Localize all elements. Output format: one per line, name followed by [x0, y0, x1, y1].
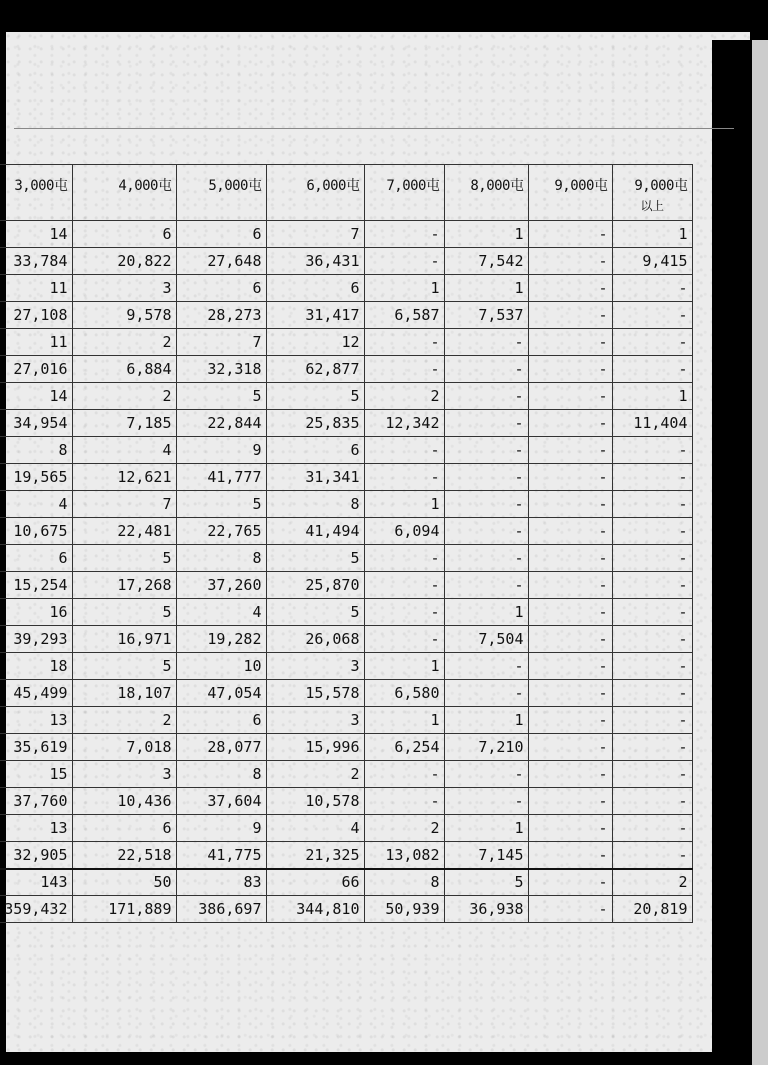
count-cell: 5	[72, 599, 176, 626]
count-cell: 15	[0, 761, 72, 788]
tonnage-cell: 36,938	[444, 896, 528, 923]
count-cell: 14	[0, 221, 72, 248]
count-cell: -	[444, 491, 528, 518]
tonnage-cell: -	[612, 464, 692, 491]
count-cell: -	[528, 653, 612, 680]
tonnage-cell: 22,844	[176, 410, 266, 437]
count-cell: -	[528, 599, 612, 626]
count-cell: 3	[266, 653, 364, 680]
tonnage-cell: 6,094	[364, 518, 444, 545]
tonnage-cell: -	[612, 302, 692, 329]
tonnage-cell: -	[444, 518, 528, 545]
count-cell: -	[444, 437, 528, 464]
count-cell: -	[364, 329, 444, 356]
table-row-count	[0, 707, 692, 734]
count-cell: -	[444, 329, 528, 356]
count-cell: 6	[266, 437, 364, 464]
tonnage-cell: 9,415	[612, 248, 692, 275]
header-9000t-plus: 9,000屯 以上	[612, 165, 692, 221]
count-cell: 1	[612, 383, 692, 410]
tonnage-cell: 22,518	[72, 842, 176, 869]
header-3000t: 3,000屯	[0, 165, 72, 221]
count-cell: 5	[176, 383, 266, 410]
count-cell: 6	[176, 221, 266, 248]
tonnage-cell: 25,870	[266, 572, 364, 599]
table-row-tonnage	[0, 626, 692, 653]
tonnage-cell: -	[444, 356, 528, 383]
tonnage-cell: 39,293	[0, 626, 72, 653]
count-cell: -	[612, 815, 692, 842]
tonnage-ledger-table	[0, 164, 693, 923]
tonnage-cell: -	[528, 896, 612, 923]
totals-row-tonnage	[0, 896, 692, 923]
count-cell: 3	[266, 707, 364, 734]
count-cell: 2	[72, 383, 176, 410]
count-cell: 8	[266, 491, 364, 518]
tonnage-cell: -	[528, 626, 612, 653]
tonnage-cell: 12,621	[72, 464, 176, 491]
tonnage-cell: -	[364, 572, 444, 599]
count-cell: 66	[266, 869, 364, 896]
tonnage-cell: -	[528, 788, 612, 815]
table-row-count	[0, 221, 692, 248]
tonnage-cell: -	[364, 356, 444, 383]
count-cell: 1	[444, 707, 528, 734]
table-row-count	[0, 815, 692, 842]
table-row-tonnage	[0, 518, 692, 545]
tonnage-cell: 37,604	[176, 788, 266, 815]
table-row-count	[0, 383, 692, 410]
tonnage-cell: 15,254	[0, 572, 72, 599]
count-cell: -	[528, 383, 612, 410]
tonnage-cell: -	[364, 788, 444, 815]
count-cell: 2	[364, 383, 444, 410]
count-cell: -	[528, 761, 612, 788]
header-9000t: 9,000屯	[528, 165, 612, 221]
tonnage-cell: 7,542	[444, 248, 528, 275]
count-cell: 6	[176, 275, 266, 302]
count-cell: 1	[444, 599, 528, 626]
count-cell: 2	[266, 761, 364, 788]
count-cell: 7	[266, 221, 364, 248]
tonnage-cell: 26,068	[266, 626, 364, 653]
tonnage-cell: 50,939	[364, 896, 444, 923]
count-cell: 18	[0, 653, 72, 680]
tonnage-cell: -	[444, 464, 528, 491]
count-cell: 1	[444, 275, 528, 302]
count-cell: -	[612, 437, 692, 464]
count-cell: 13	[0, 815, 72, 842]
table-row-count	[0, 545, 692, 572]
tonnage-cell: 10,436	[72, 788, 176, 815]
count-cell: 2	[72, 707, 176, 734]
count-cell: 3	[72, 761, 176, 788]
tonnage-cell: 171,889	[72, 896, 176, 923]
count-cell: 1	[364, 707, 444, 734]
tonnage-cell: -	[612, 572, 692, 599]
tonnage-cell: -	[528, 518, 612, 545]
tonnage-cell: 13,082	[364, 842, 444, 869]
count-cell: -	[444, 383, 528, 410]
count-cell: 14	[0, 383, 72, 410]
count-cell: -	[528, 275, 612, 302]
tonnage-cell: 31,341	[266, 464, 364, 491]
tonnage-cell: 12,342	[364, 410, 444, 437]
header-5000t: 5,000屯	[176, 165, 266, 221]
tonnage-cell: -	[444, 788, 528, 815]
count-cell: -	[528, 221, 612, 248]
tonnage-cell: 20,819	[612, 896, 692, 923]
tonnage-cell: 7,018	[72, 734, 176, 761]
header-8000t: 8,000屯	[444, 165, 528, 221]
table-row-count	[0, 437, 692, 464]
count-cell: -	[528, 815, 612, 842]
tonnage-cell: 47,054	[176, 680, 266, 707]
tonnage-cell: 6,254	[364, 734, 444, 761]
tonnage-cell: -	[444, 680, 528, 707]
count-cell: 1	[444, 221, 528, 248]
tonnage-cell: 10,578	[266, 788, 364, 815]
count-cell: -	[612, 329, 692, 356]
count-cell: -	[444, 761, 528, 788]
count-cell: 2	[364, 815, 444, 842]
count-cell: 143	[0, 869, 72, 896]
count-cell: -	[444, 653, 528, 680]
tonnage-cell: 27,648	[176, 248, 266, 275]
count-cell: 10	[176, 653, 266, 680]
tonnage-cell: 6,580	[364, 680, 444, 707]
count-cell: 12	[266, 329, 364, 356]
tonnage-cell: 32,318	[176, 356, 266, 383]
tonnage-cell: 19,282	[176, 626, 266, 653]
tonnage-cell: 41,775	[176, 842, 266, 869]
scan-edge-margin	[752, 40, 768, 1065]
tonnage-cell: 21,325	[266, 842, 364, 869]
tonnage-cell: 19,565	[0, 464, 72, 491]
tonnage-cell: 62,877	[266, 356, 364, 383]
table-row-tonnage	[0, 680, 692, 707]
tonnage-cell: -	[444, 572, 528, 599]
tonnage-cell: 33,784	[0, 248, 72, 275]
count-cell: -	[528, 491, 612, 518]
tonnage-cell: 18,107	[72, 680, 176, 707]
tonnage-cell: 359,432	[0, 896, 72, 923]
count-cell: -	[612, 599, 692, 626]
top-rule-line	[14, 128, 734, 129]
count-cell: -	[364, 437, 444, 464]
count-cell: 1	[364, 275, 444, 302]
count-cell: -	[528, 545, 612, 572]
tonnage-cell: -	[528, 734, 612, 761]
count-cell: 7	[72, 491, 176, 518]
count-cell: 5	[72, 545, 176, 572]
tonnage-cell: 11,404	[612, 410, 692, 437]
header-6000t: 6,000屯	[266, 165, 364, 221]
tonnage-cell: -	[364, 464, 444, 491]
count-cell: 4	[72, 437, 176, 464]
tonnage-cell: 7,210	[444, 734, 528, 761]
tonnage-cell: -	[612, 788, 692, 815]
table-row-count	[0, 653, 692, 680]
count-cell: 8	[176, 545, 266, 572]
tonnage-cell: -	[612, 842, 692, 869]
count-cell: 16	[0, 599, 72, 626]
tonnage-cell: 25,835	[266, 410, 364, 437]
tonnage-cell: 22,765	[176, 518, 266, 545]
header-row	[0, 165, 692, 221]
table-row-tonnage	[0, 788, 692, 815]
tonnage-cell: -	[364, 626, 444, 653]
count-cell: 5	[72, 653, 176, 680]
tonnage-cell: -	[364, 248, 444, 275]
count-cell: 1	[444, 815, 528, 842]
tonnage-cell: -	[528, 464, 612, 491]
tonnage-cell: -	[528, 410, 612, 437]
count-cell: -	[612, 275, 692, 302]
tonnage-cell: 28,077	[176, 734, 266, 761]
count-cell: 8	[0, 437, 72, 464]
tonnage-cell: 22,481	[72, 518, 176, 545]
count-cell: 8	[364, 869, 444, 896]
count-cell: 5	[266, 383, 364, 410]
count-cell: -	[364, 545, 444, 572]
count-cell: 9	[176, 815, 266, 842]
count-cell: 6	[176, 707, 266, 734]
count-cell: 2	[72, 329, 176, 356]
header-4000t: 4,000屯	[72, 165, 176, 221]
tonnage-cell: 41,777	[176, 464, 266, 491]
table-row-tonnage	[0, 572, 692, 599]
tonnage-cell: 10,675	[0, 518, 72, 545]
count-cell: 6	[72, 221, 176, 248]
count-cell: 5	[176, 491, 266, 518]
count-cell: 50	[72, 869, 176, 896]
tonnage-cell: 9,578	[72, 302, 176, 329]
count-cell: -	[444, 545, 528, 572]
tonnage-cell: 37,760	[0, 788, 72, 815]
tonnage-cell: -	[528, 356, 612, 383]
tonnage-cell: 45,499	[0, 680, 72, 707]
tonnage-cell: 15,578	[266, 680, 364, 707]
tonnage-cell: 7,537	[444, 302, 528, 329]
count-cell: 7	[176, 329, 266, 356]
count-cell: -	[612, 707, 692, 734]
tonnage-cell: 36,431	[266, 248, 364, 275]
count-cell: -	[528, 329, 612, 356]
table-row-tonnage	[0, 302, 692, 329]
tonnage-cell: -	[612, 518, 692, 545]
tonnage-cell: 7,185	[72, 410, 176, 437]
count-cell: -	[528, 869, 612, 896]
table-row-count	[0, 761, 692, 788]
count-cell: 6	[72, 815, 176, 842]
tonnage-cell: 6,587	[364, 302, 444, 329]
count-cell: -	[528, 437, 612, 464]
tonnage-cell: -	[528, 248, 612, 275]
tonnage-cell: -	[612, 626, 692, 653]
tonnage-cell: 28,273	[176, 302, 266, 329]
count-cell: 5	[266, 545, 364, 572]
tonnage-cell: 16,971	[72, 626, 176, 653]
count-cell: -	[364, 599, 444, 626]
tonnage-cell: 6,884	[72, 356, 176, 383]
count-cell: 11	[0, 275, 72, 302]
tonnage-cell: 41,494	[266, 518, 364, 545]
totals-row-count	[0, 869, 692, 896]
tonnage-cell: -	[444, 410, 528, 437]
count-cell: 1	[364, 653, 444, 680]
count-cell: 11	[0, 329, 72, 356]
tonnage-cell: 35,619	[0, 734, 72, 761]
tonnage-cell: -	[612, 356, 692, 383]
tonnage-cell: -	[528, 572, 612, 599]
tonnage-cell: 27,016	[0, 356, 72, 383]
count-cell: 13	[0, 707, 72, 734]
table-row-tonnage	[0, 842, 692, 869]
tonnage-cell: 344,810	[266, 896, 364, 923]
tonnage-cell: 17,268	[72, 572, 176, 599]
count-cell: 6	[0, 545, 72, 572]
tonnage-cell: 7,145	[444, 842, 528, 869]
tonnage-cell: 32,905	[0, 842, 72, 869]
count-cell: 9	[176, 437, 266, 464]
count-cell: 1	[364, 491, 444, 518]
count-cell: -	[364, 221, 444, 248]
header-7000t: 7,000屯	[364, 165, 444, 221]
tonnage-cell: -	[612, 680, 692, 707]
table-row-count	[0, 599, 692, 626]
count-cell: -	[528, 707, 612, 734]
count-cell: 5	[444, 869, 528, 896]
tonnage-cell: 386,697	[176, 896, 266, 923]
table-row-count	[0, 329, 692, 356]
count-cell: -	[612, 653, 692, 680]
count-cell: -	[612, 491, 692, 518]
count-cell: -	[612, 761, 692, 788]
count-cell: 6	[266, 275, 364, 302]
table-row-tonnage	[0, 410, 692, 437]
table-row-tonnage	[0, 464, 692, 491]
count-cell: 4	[266, 815, 364, 842]
tonnage-cell: 37,260	[176, 572, 266, 599]
tonnage-cell: -	[528, 842, 612, 869]
count-cell: 83	[176, 869, 266, 896]
table-row-tonnage	[0, 734, 692, 761]
tonnage-cell: 7,504	[444, 626, 528, 653]
tonnage-cell: 20,822	[72, 248, 176, 275]
count-cell: 3	[72, 275, 176, 302]
table-row-count	[0, 491, 692, 518]
tonnage-cell: -	[528, 302, 612, 329]
tonnage-cell: 15,996	[266, 734, 364, 761]
count-cell: 5	[266, 599, 364, 626]
count-cell: -	[364, 761, 444, 788]
tonnage-cell: -	[528, 680, 612, 707]
tonnage-cell: 34,954	[0, 410, 72, 437]
count-cell: 4	[0, 491, 72, 518]
count-cell: -	[612, 545, 692, 572]
table-row-tonnage	[0, 356, 692, 383]
tonnage-cell: 27,108	[0, 302, 72, 329]
tonnage-cell: -	[612, 734, 692, 761]
table-row-tonnage	[0, 248, 692, 275]
count-cell: 4	[176, 599, 266, 626]
count-cell: 8	[176, 761, 266, 788]
count-cell: 2	[612, 869, 692, 896]
count-cell: 1	[612, 221, 692, 248]
tonnage-cell: 31,417	[266, 302, 364, 329]
table-row-count	[0, 275, 692, 302]
